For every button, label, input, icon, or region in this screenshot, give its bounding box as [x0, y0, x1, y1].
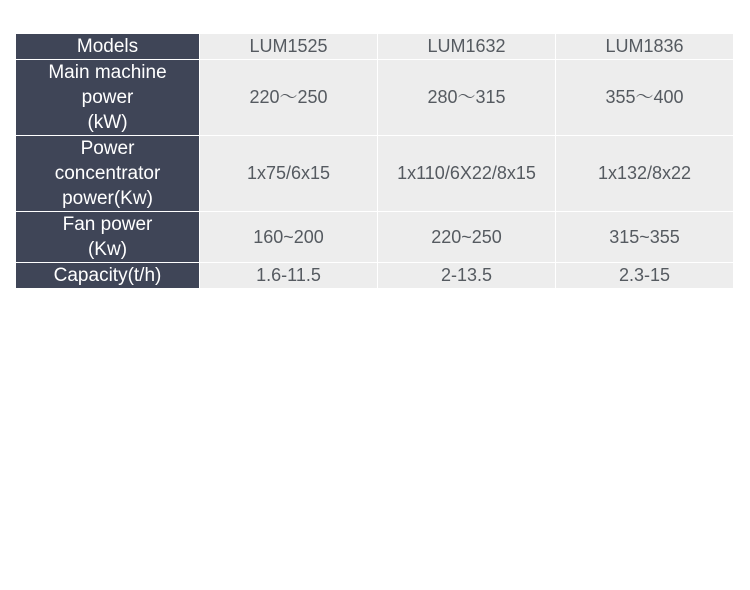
row-label-cell	[16, 212, 200, 263]
row-label-line: Power	[80, 138, 135, 159]
table-row	[16, 212, 734, 263]
table-row	[16, 263, 734, 289]
row-label-line: (kW)	[87, 112, 128, 133]
row-label-line: Fan power	[62, 214, 153, 235]
header-label-cell: Models	[16, 34, 200, 60]
row-label-line: Capacity(t/h)	[53, 265, 162, 286]
row-value-cell: 160~200	[200, 212, 378, 263]
row-value-cell: 1x110/6X22/8x15	[378, 136, 556, 212]
row-value-cell: 220~250	[378, 212, 556, 263]
table-row	[16, 34, 734, 60]
row-label-cell	[16, 60, 200, 136]
specifications-table	[15, 33, 734, 289]
row-label-line: power(Kw)	[62, 188, 153, 209]
row-value-cell: 1.6-11.5	[200, 263, 378, 289]
row-label-cell	[16, 136, 200, 212]
row-label-line: power	[81, 87, 134, 108]
row-label-cell	[16, 263, 200, 289]
row-label-line: (Kw)	[87, 239, 128, 260]
header-model-cell: LUM1632	[378, 34, 556, 60]
row-value-cell: 355〜400	[556, 60, 734, 136]
row-value-cell: 280〜315	[378, 60, 556, 136]
header-model-cell: LUM1836	[556, 34, 734, 60]
row-value-cell: 1x132/8x22	[556, 136, 734, 212]
row-value-cell: 315~355	[556, 212, 734, 263]
header-model-cell: LUM1525	[200, 34, 378, 60]
row-value-cell: 2.3-15	[556, 263, 734, 289]
table-row	[16, 60, 734, 136]
row-label-line: concentrator	[54, 163, 161, 184]
row-value-cell: 220〜250	[200, 60, 378, 136]
row-label-line: Main machine	[48, 62, 167, 83]
table-row	[16, 136, 734, 212]
row-value-cell: 1x75/6x15	[200, 136, 378, 212]
row-value-cell: 2-13.5	[378, 263, 556, 289]
